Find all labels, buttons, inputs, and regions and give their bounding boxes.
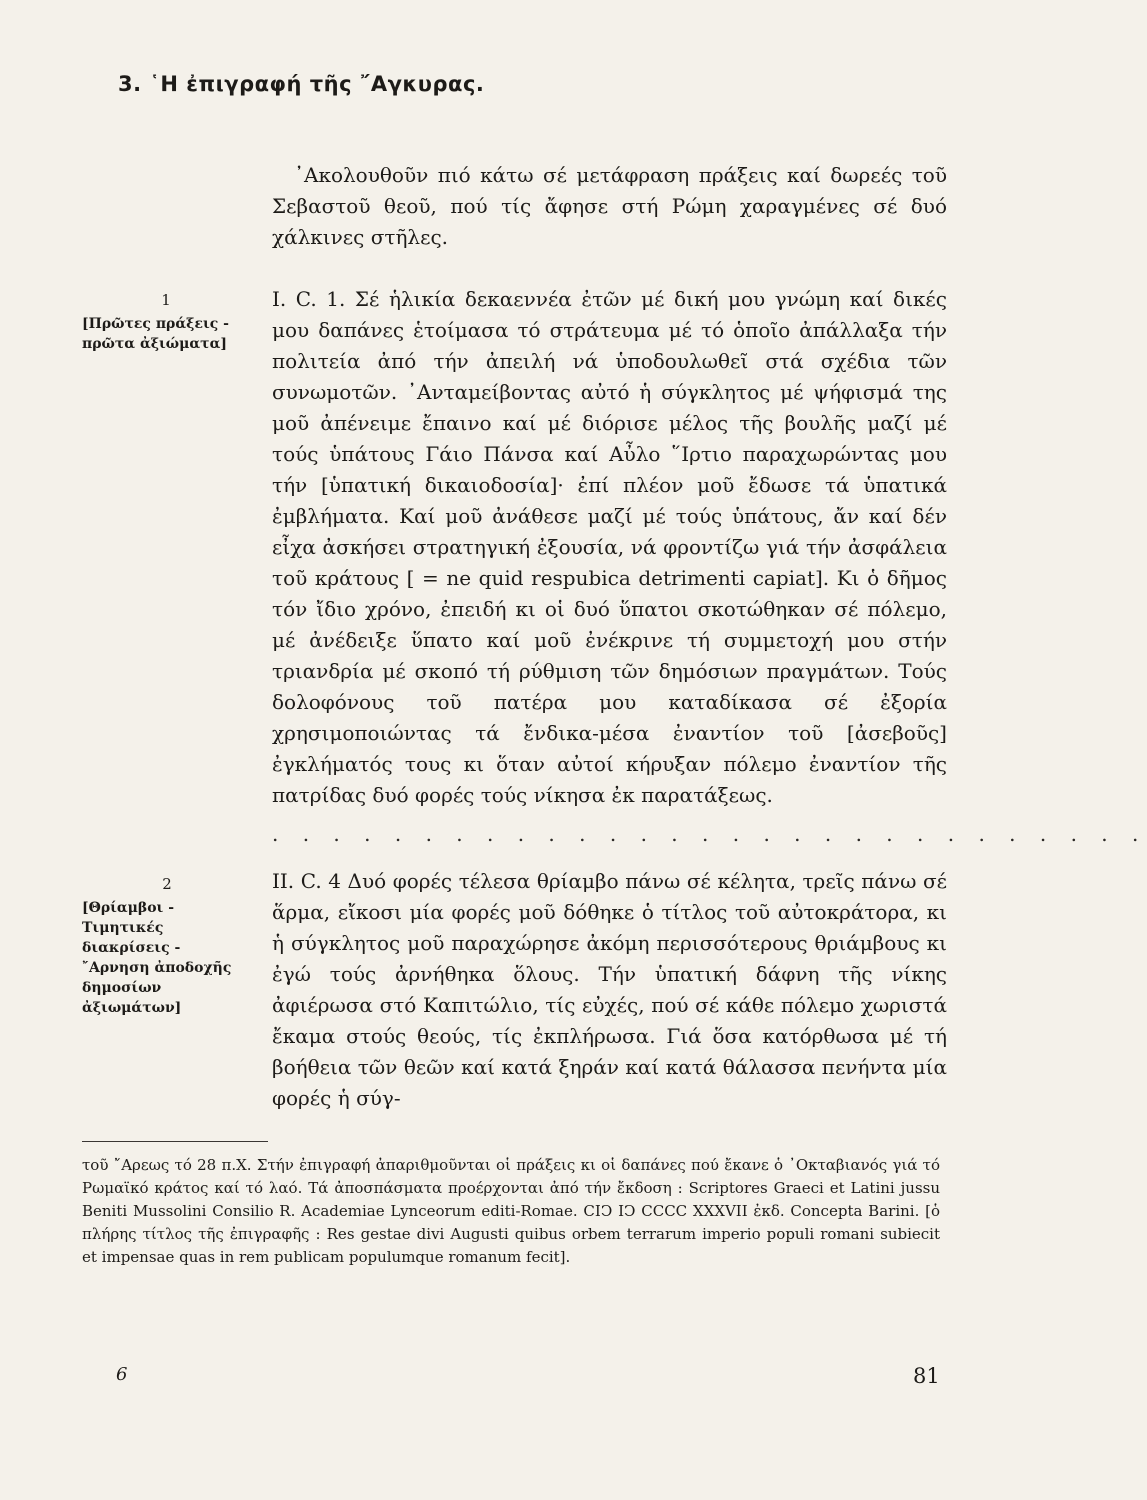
margin-number: 1: [161, 291, 171, 309]
margin-note-1: [82, 290, 250, 354]
ellipsis-separator: . . . . . . . . . . . . . . . . . . . . . . . . . . . . .: [272, 822, 1147, 846]
margin-number: 2: [162, 875, 172, 893]
margin-note-text: [Θρίαμβοι - Τιμητικές διακρίσεις - ῎Αρνηση ἀποδοχῆς δημοσίων ἀξιωμάτων]: [82, 900, 232, 1016]
signature-mark: 6: [116, 1364, 128, 1385]
margin-note-text: [Πρῶτες πράξεις - πρῶτα ἀξιώματα]: [82, 316, 229, 352]
footnote-divider: [82, 1141, 268, 1142]
page-title: 3. ῾Η ἐπιγραφή τῆς ῎Αγκυρας.: [118, 72, 485, 96]
margin-note-2: [82, 874, 252, 1018]
page-number: 81: [913, 1364, 940, 1388]
section-1-text: Ι. C. 1. Σέ ἡλικία δεκαεννέα ἐτῶν μέ δική μου γνώμη καί δικές μου δαπάνες ἑτοίμασα τό στράτευμα μέ τό ὁποῖο ἀπάλλαξα τήν πολιτεία ἀπό τήν ἀπειλή νά ὑποδουλωθεῖ στά σχέδια τῶν συνωμοτῶν. ᾿Ανταμείβοντας αὐτό ἡ σύγκλητος μέ ψήφισμά της μοῦ ἀπένειμε ἔπαινο καί μέ διόρισε μέλος τῆς βουλῆς μαζί μέ τούς ὑπάτους Γάιο Πάνσα καί Αὖλο ῞Ιρτιο παραχωρώντας μου τήν [ὑπατική δικαιοδοσία]· ἐπί πλέον μοῦ ἔδωσε τά ὑπατικά ἐμβλήματα. Καί μοῦ ἀνάθεσε μαζί μέ τούς ὑπάτους, ἄν καί δέν εἶχα ἀσκήσει στρατηγική ἐξουσία, νά φροντίζω γιά τήν ἀσφάλεια τοῦ κράτους [ = ne quid respubica detrimenti capiat]. Κι ὁ δῆμος τόν ἴδιο χρόνο, ἐπειδή κι οἱ δυό ὕπατοι σκοτώθηκαν σέ πόλεμο, μέ ἀνέδειξε ὕπατο καί μοῦ ἐνέκρινε τή συμμετοχή μου στήν τριανδρία μέ σκοπό τή ρύθμιση τῶν δημόσιων πραγμάτων. Τούς δολοφόνους τοῦ πατέρα μου καταδίκασα σέ ἐξορία χρησιμοποιώντας τά ἔνδικα-μέσα ἐναντίον τοῦ [ἀσεβοῦς] ἐγκλήματός τους κι ὅταν αὐτοί κήρυξαν πόλεμο ἐναντίον τῆς πατρίδας δυό φορές τούς νίκησα ἐκ παρατάξεως.: [272, 287, 947, 807]
footnote: τοῦ ῎Αρεως τό 28 π.Χ. Στήν ἐπιγραφή ἀπαριθμοῦνται οἱ πράξεις κι οἱ δαπάνες πού ἔκανε ὁ ᾿Οκταβιανός γιά τό Ρωμαϊκό κράτος καί τό λαό. Τά ἀποσπάσματα προέρχονται ἀπό τήν ἔκδοση : Scriptores Graeci et Latini jussu Beniti Mussolini Consilio R. Academiae Lynceorum editi-Romae. CIϽ IϽ CCCC XXXVII ἐκδ. Concepta Barini. [ὁ πλήρης τίτλος τῆς ἐπιγραφῆς : Res gestae divi Augusti quibus orbem terrarum imperio populi romani subiecit et impensae quas in rem publicam populumque romanum fecit].: [82, 1156, 940, 1266]
intro-paragraph: ᾿Ακολουθοῦν πιό κάτω σέ μετάφραση πράξεις καί δωρεές τοῦ Σεβαστοῦ θεοῦ, πού τίς ἄφησε στή Ρώμη χαραγμένες σέ δυό χάλκινες στῆλες.: [272, 163, 947, 249]
section-2-text: ΙΙ. C. 4 Δυό φορές τέλεσα θρίαμβο πάνω σέ κέλητα, τρεῖς πάνω σέ ἅρμα, εἴκοσι μία φορές μοῦ δόθηκε ὁ τίτλος τοῦ αὐτοκράτορα, κι ἡ σύγκλητος μοῦ παραχώρησε ἀκόμη περισσότερους θριάμβους κι ἐγώ τούς ἀρνήθηκα ὅλους. Τήν ὑπατική δάφνη τῆς νίκης ἀφιέρωσα στό Καπιτώλιο, τίς εὐχές, πού σέ κάθε πόλεμο χωριστά ἔκαμα στούς θεούς, τίς ἐκπλήρωσα. Γιά ὅσα κατόρθωσα μέ τή βοήθεια τῶν θεῶν καί κατά ξηράν καί κατά θάλασσα πενήντα μία φορές ἡ σύγ-: [272, 869, 947, 1110]
